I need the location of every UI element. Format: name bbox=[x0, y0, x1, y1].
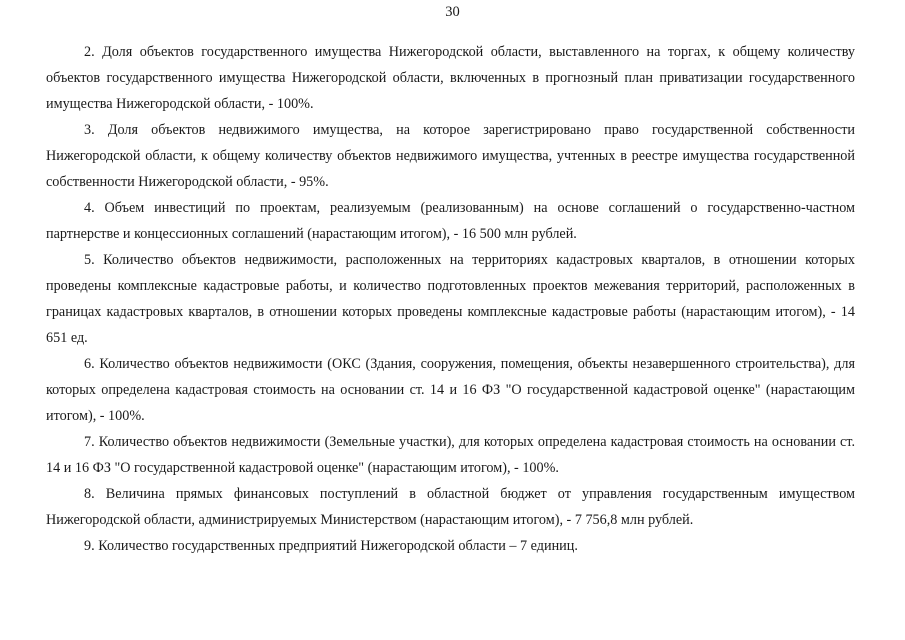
paragraph-indicator-3: 3. Доля объектов недвижимого имущества, на которое зарегистрировано право государственной собственности Нижегородской области, к общему количеству объектов недвижимого имущества, учтенных в реестре имущества государственной собственности Нижегородской области, - 95%. bbox=[46, 122, 855, 190]
page-number: 30 bbox=[445, 4, 460, 20]
paragraph-indicator-6: 6. Количество объектов недвижимости (ОКС (Здания, сооружения, помещения, объекты незавершенного строительства), для которых определена кадастровая стоимость на основании ст. 14 и 16 ФЗ "О государственной кадастровой оценке" (нарастающим итогом), - 100%. bbox=[46, 356, 855, 424]
paragraph-indicator-4: 4. Объем инвестиций по проектам, реализуемым (реализованным) на основе соглашений о государственно-частном партнерстве и концессионных соглашений (нарастающим итогом), - 16 500 млн рублей. bbox=[46, 200, 855, 242]
paragraph-indicator-9: 9. Количество государственных предприятий Нижегородской области – 7 единиц. bbox=[84, 538, 578, 554]
document-body bbox=[46, 39, 855, 559]
paragraph-indicator-2: 2. Доля объектов государственного имущества Нижегородской области, выставленного на торгах, к общему количеству объектов государственного имущества Нижегородской области, включенных в прогнозный план приватизации государственного имущества Нижегородской области, - 100%. bbox=[46, 44, 855, 112]
paragraph-indicator-5: 5. Количество объектов недвижимости, расположенных на территориях кадастровых кварталов, в отношении которых проведены комплексные кадастровые работы, и количество подготовленных проектов межевания территорий, расположенных в границах кадастровых кварталов, в отношении которых проведены комплексные кадастровые работы (нарастающим итогом), - 14 651 ед. bbox=[46, 252, 855, 346]
paragraph-indicator-8: 8. Величина прямых финансовых поступлений в областной бюджет от управления государственным имуществом Нижегородской области, администрируемых Министерством (нарастающим итогом), - 7 756,8 млн рублей. bbox=[46, 486, 855, 528]
paragraph-indicator-7: 7. Количество объектов недвижимости (Земельные участки), для которых определена кадастровая стоимость на основании ст. 14 и 16 ФЗ "О государственной кадастровой оценке" (нарастающим итогом), - 100%. bbox=[46, 434, 855, 476]
